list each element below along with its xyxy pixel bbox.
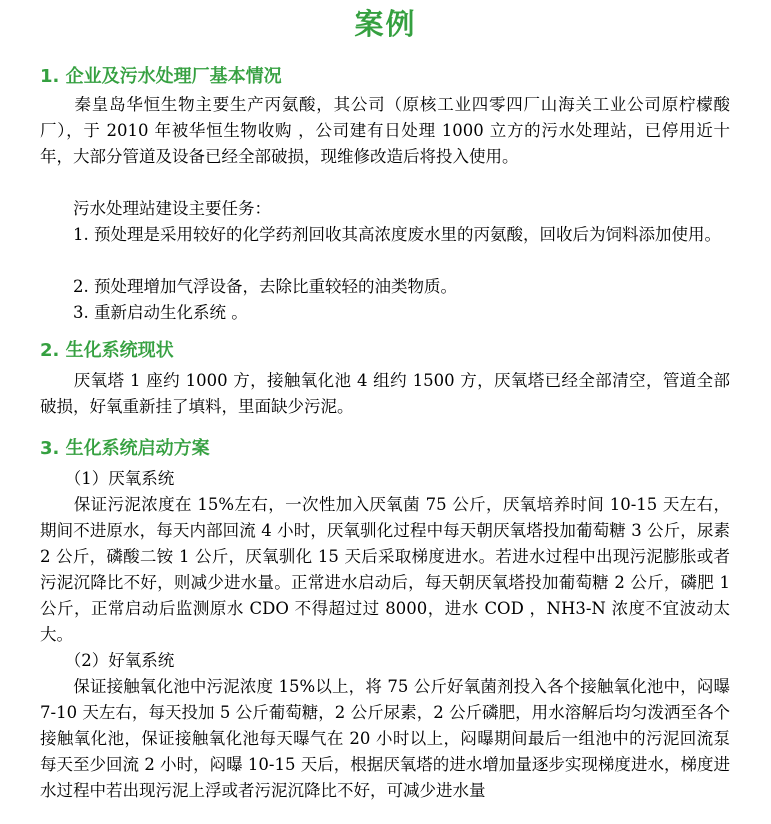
- page-title: 案例: [354, 7, 417, 41]
- paragraph-anaerobic-system: 保证污泥浓度在 15%左右，一次性加入厌氧菌 75 公斤，厌氧培养时间 10-15 天左右，期间不进原水，每天内部回流 4 小时，厌氧驯化过程中每天朝厌氧塔投加葡萄糖 3 公斤，尿素 2 公斤，磷酸二铵 1 公斤，厌氧驯化 15 天后采取梯度进水。若进水过程中出现污泥膨胀或者污泥沉降比不好，则减少进水量。正常进水启动后，每天朝厌氧塔投加葡萄糖 2 公斤，磷肥 1 公斤，正常启动后监测原水 CDO 不得超过过 8000，进水 COD ，NH3-N 浓度不宜波动太大。: [40, 495, 730, 644]
- section-heading-1: 1. 企业及污水处理厂基本情况: [40, 66, 282, 87]
- paragraph-task-3: 3. 重新启动生化系统 。: [40, 303, 248, 322]
- paragraph-anaerobic-heading: （1）厌氧系统: [40, 469, 175, 488]
- paragraph-aerobic-heading: （2）好氧系统: [40, 651, 175, 670]
- paragraph-tasks-intro: 污水处理站建设主要任务：: [40, 199, 271, 218]
- paragraph-current-status: 厌氧塔 1 座约 1000 方，接触氧化池 4 组约 1500 方，厌氧塔已经全部清空，管道全部破损，好氧重新挂了填料，里面缺少污泥。: [40, 371, 730, 416]
- paragraph-task-1: 1. 预处理是采用较好的化学药剂回收其高浓度废水里的丙氨酸，回收后为饲料添加使用。: [40, 225, 721, 244]
- section-heading-2: 2. 生化系统现状: [40, 340, 174, 361]
- section-heading-3: 3. 生化系统启动方案: [40, 438, 210, 459]
- paragraph-company-overview: 秦皇岛华恒生物主要生产丙氨酸，其公司（原核工业四零四厂山海关工业公司原柠檬酸厂），于 2010 年被华恒生物收购 ，公司建有日处理 1000 立方的污水处理站，已停用近十年，大部分管道及设备已经全部破损，现维修改造后将投入使用。: [40, 95, 730, 166]
- paragraph-task-2: 2. 预处理增加气浮设备，去除比重较轻的油类物质。: [40, 277, 457, 296]
- paragraph-aerobic-system: 保证接触氧化池中污泥浓度 15%以上，将 75 公斤好氧菌剂投入各个接触氧化池中，闷曝 7-10 天左右，每天投加 5 公斤葡萄糖，2 公斤尿素，2 公斤磷肥，用水溶解后均匀泼洒至各个接触氧化池，保证接触氧化池每天曝气在 20 小时以上，闷曝期间最后一组池中的污泥回流泵每天至少回流 2 小时，闷曝 10-15 天后，根据厌氧塔的进水增加量逐步实现梯度进水，梯度进水过程中若出现污泥上浮或者污泥沉降比不好，可减少进水量: [40, 677, 730, 800]
